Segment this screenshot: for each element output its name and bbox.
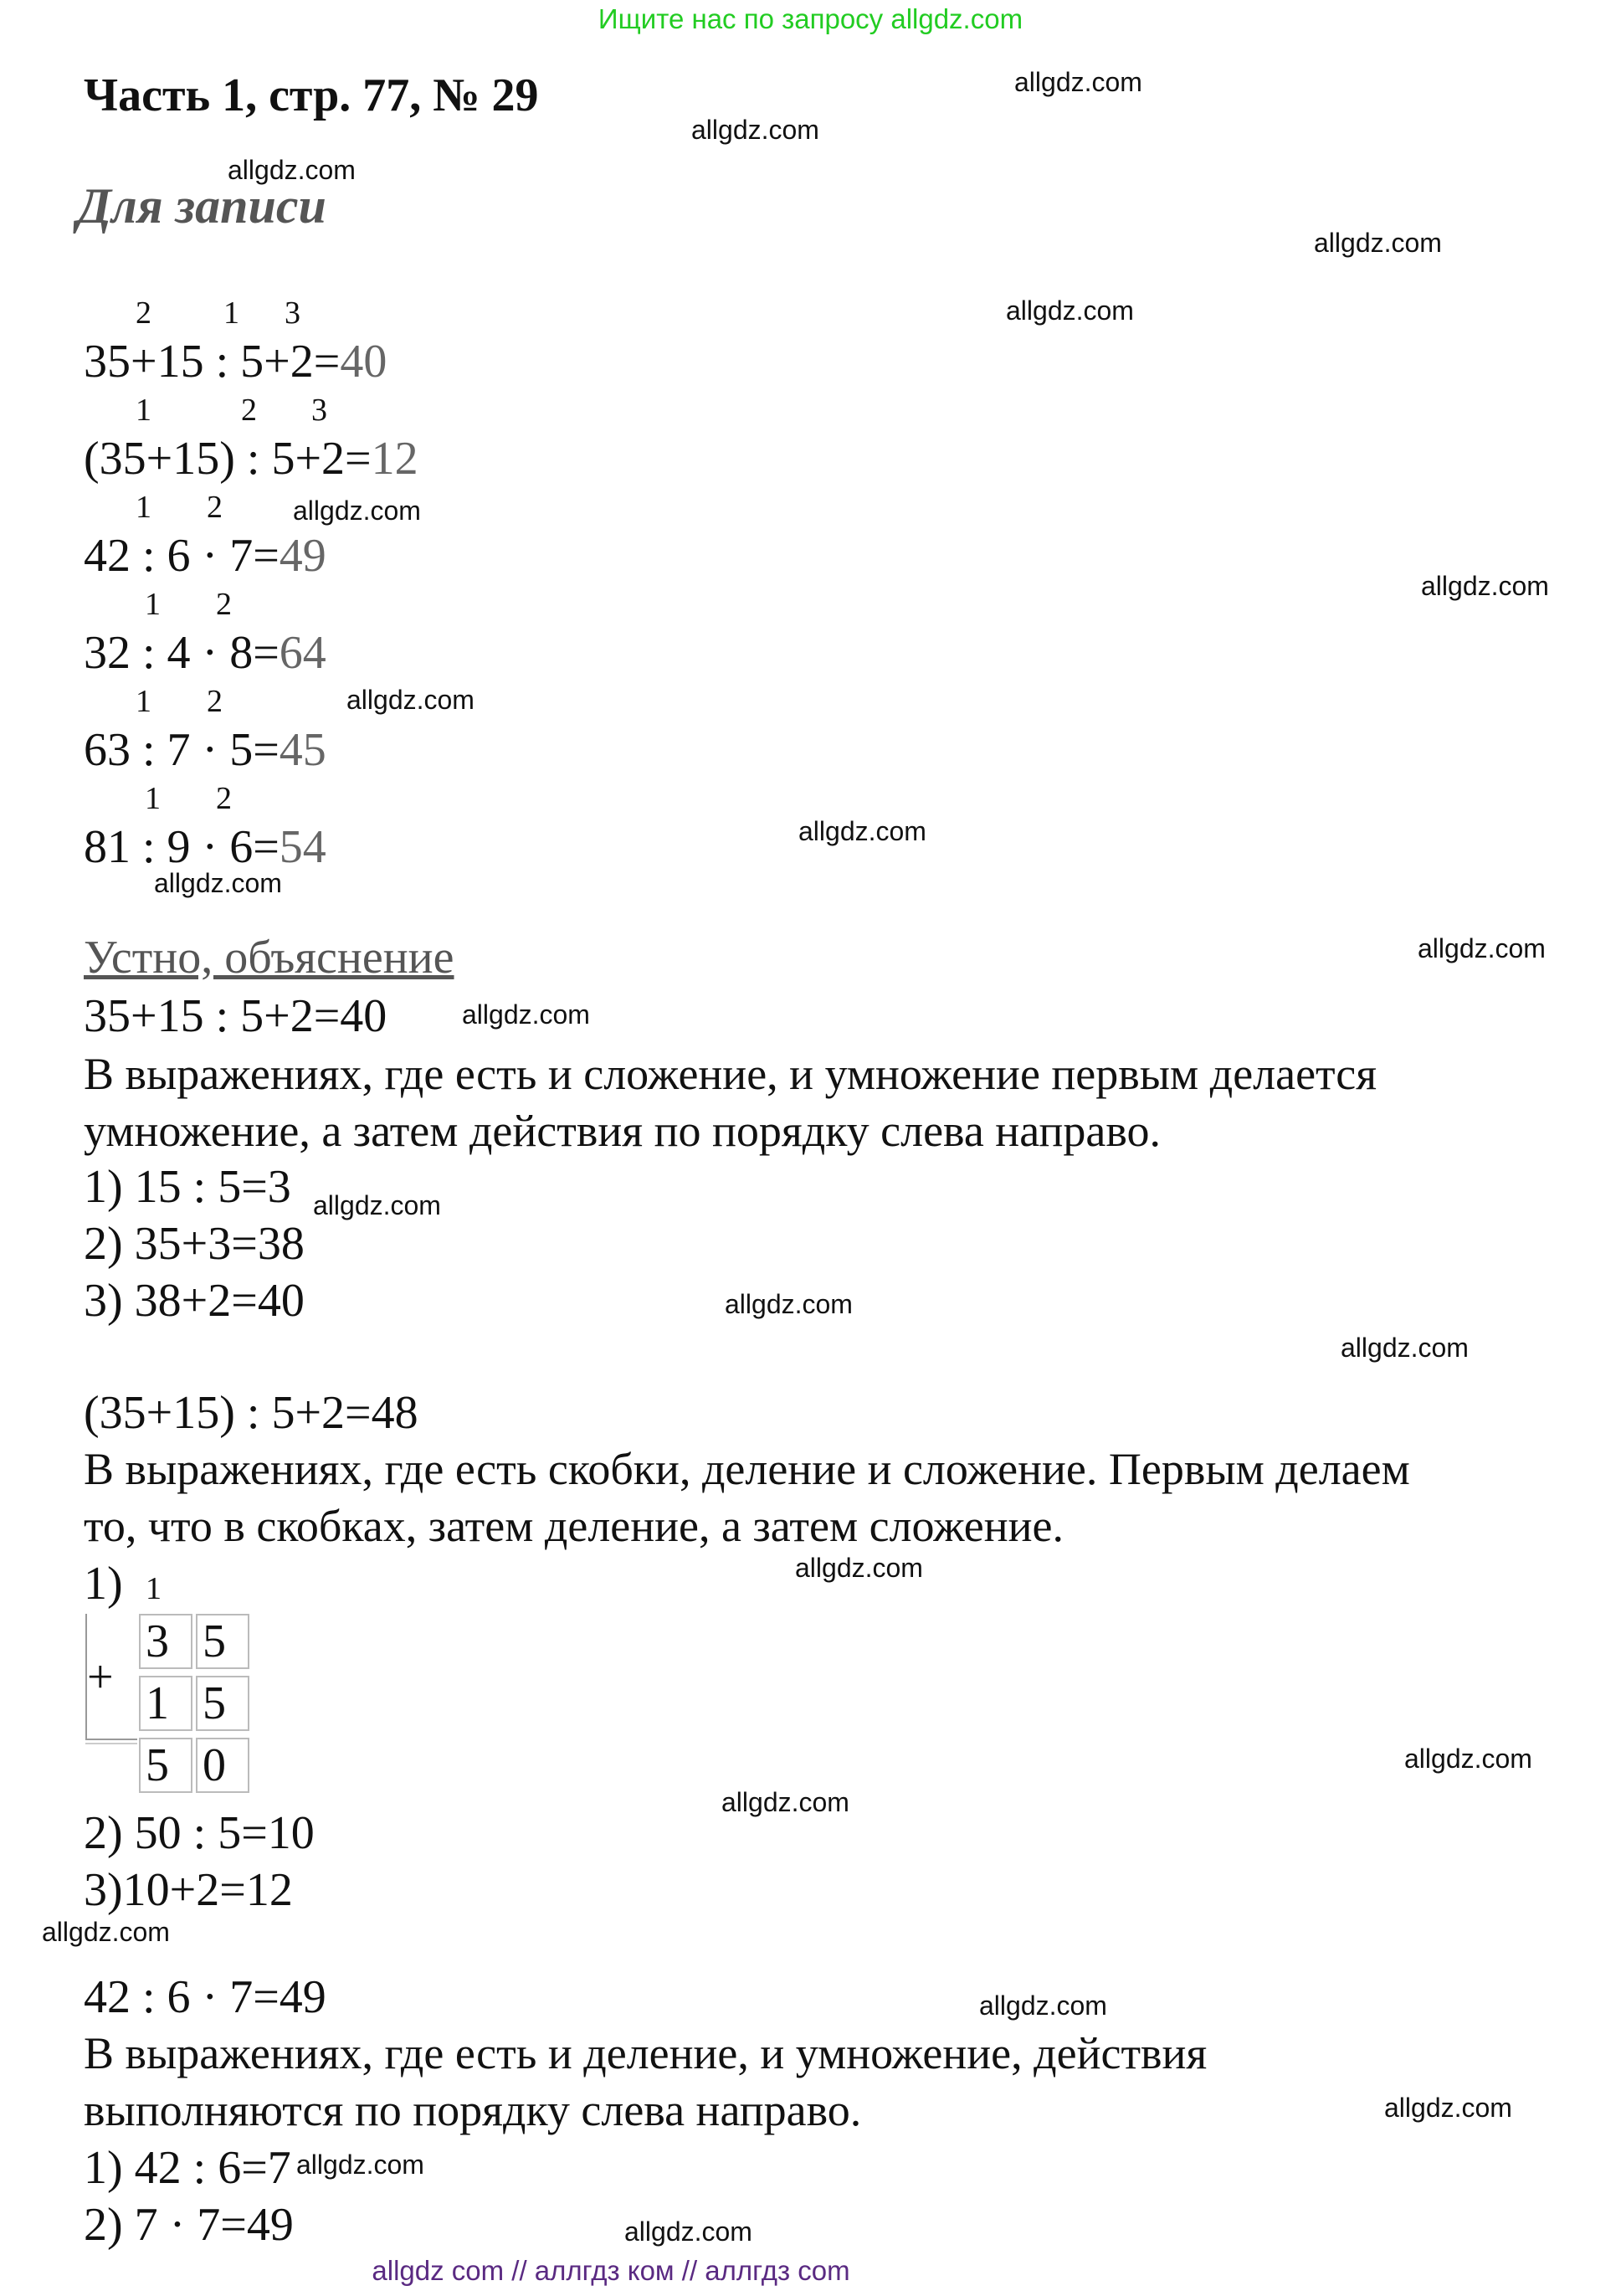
column-digit: 1 bbox=[139, 1676, 192, 1731]
record-expression: 42 : 6 · 7=49 bbox=[84, 530, 326, 582]
record-answer: 45 bbox=[279, 724, 326, 776]
watermark: allgdz.com bbox=[979, 1990, 1107, 2021]
record-answer: 12 bbox=[371, 433, 418, 485]
watermark: allgdz.com bbox=[296, 2150, 424, 2180]
column-sum-line bbox=[85, 1743, 137, 1744]
watermark: allgdz.com bbox=[1006, 295, 1134, 326]
watermark: allgdz.com bbox=[798, 816, 926, 846]
watermark: allgdz.com bbox=[795, 1553, 923, 1583]
block2-step: 2) 50 : 5=10 bbox=[84, 1807, 315, 1859]
section-heading-oral: Устно, объяснение bbox=[84, 932, 454, 984]
watermark: allgdz.com bbox=[1341, 1333, 1469, 1363]
block1-text-line: умножение, а затем действия по порядку слева направо. bbox=[84, 1106, 1161, 1156]
block2-text-line: В выражениях, где есть скобки, деление и сложение. Первым делаем bbox=[84, 1444, 1410, 1494]
order-index: 1 bbox=[136, 393, 151, 428]
watermark: allgdz.com bbox=[228, 155, 356, 185]
watermark: allgdz.com bbox=[1421, 571, 1549, 601]
order-index: 2 bbox=[136, 295, 151, 331]
watermark: allgdz.com bbox=[313, 1190, 441, 1220]
order-index: 2 bbox=[207, 684, 223, 719]
record-answer: 64 bbox=[279, 627, 326, 679]
watermark: allgdz.com bbox=[1314, 228, 1442, 258]
column-digit: 3 bbox=[139, 1614, 192, 1669]
order-index: 3 bbox=[285, 295, 300, 331]
watermark: allgdz.com bbox=[691, 115, 819, 145]
record-answer: 40 bbox=[340, 336, 387, 388]
order-index: 3 bbox=[311, 393, 327, 428]
order-index: 2 bbox=[216, 587, 232, 622]
record-expression: 32 : 4 · 8=64 bbox=[84, 627, 326, 679]
watermark: allgdz.com bbox=[1404, 1744, 1532, 1774]
column-digit: 0 bbox=[196, 1738, 249, 1793]
section-heading-record: Для записи bbox=[77, 178, 326, 234]
order-index: 1 bbox=[223, 295, 239, 331]
watermark: allgdz.com bbox=[154, 868, 282, 898]
column-digit: 5 bbox=[196, 1614, 249, 1669]
page-title: Часть 1, стр. 77, № 29 bbox=[84, 69, 539, 121]
column-digit: 5 bbox=[139, 1738, 192, 1793]
column-sum-line bbox=[85, 1739, 137, 1740]
watermark: allgdz.com bbox=[725, 1289, 853, 1319]
block3-expression: 42 : 6 · 7=49 bbox=[84, 1971, 326, 2023]
watermark: allgdz.com bbox=[1418, 933, 1546, 963]
watermark: allgdz.com bbox=[721, 1787, 849, 1817]
block1-text-line: В выражениях, где есть и сложение, и умножение первым делается bbox=[84, 1049, 1377, 1099]
block3-step: 1) 42 : 6=7 bbox=[84, 2142, 291, 2194]
block3-text-line: В выражениях, где есть и деление, и умножение, действия bbox=[84, 2028, 1208, 2078]
footer-links[interactable]: allgdz com // аллгдз ком // аллгдз com bbox=[372, 2255, 850, 2286]
record-expression: 35+15 : 5+2=40 bbox=[84, 336, 387, 388]
block2-step-label: 1) bbox=[84, 1558, 123, 1610]
watermark: allgdz.com bbox=[462, 999, 590, 1030]
column-digit: 5 bbox=[196, 1676, 249, 1731]
block2-text-line: то, что в скобках, затем деление, а затем сложение. bbox=[84, 1501, 1064, 1551]
block3-step: 2) 7 · 7=49 bbox=[84, 2199, 294, 2251]
order-index: 1 bbox=[136, 490, 151, 525]
order-index: 2 bbox=[216, 781, 232, 816]
order-index: 2 bbox=[207, 490, 223, 525]
block1-step: 3) 38+2=40 bbox=[84, 1275, 305, 1327]
plus-sign: + bbox=[87, 1651, 114, 1703]
order-index: 1 bbox=[145, 781, 161, 816]
watermark: allgdz.com bbox=[624, 2216, 752, 2247]
block3-text-line: выполняются по порядку слева направо. bbox=[84, 2085, 862, 2135]
block1-expression: 35+15 : 5+2=40 bbox=[84, 990, 387, 1042]
watermark: allgdz.com bbox=[346, 685, 475, 715]
order-index: 2 bbox=[241, 393, 257, 428]
order-index: 1 bbox=[145, 587, 161, 622]
block1-step: 2) 35+3=38 bbox=[84, 1218, 305, 1270]
watermark: allgdz.com bbox=[1384, 2093, 1512, 2123]
watermark: allgdz.com bbox=[42, 1917, 170, 1947]
record-expression: (35+15) : 5+2=12 bbox=[84, 433, 418, 485]
block2-expression: (35+15) : 5+2=48 bbox=[84, 1387, 418, 1439]
record-expression: 63 : 7 · 5=45 bbox=[84, 724, 326, 776]
watermark: allgdz.com bbox=[1014, 67, 1142, 97]
order-index: 1 bbox=[136, 684, 151, 719]
watermark: allgdz.com bbox=[293, 496, 421, 526]
block2-step: 3)10+2=12 bbox=[84, 1864, 293, 1916]
record-answer: 49 bbox=[279, 530, 326, 582]
top-banner[interactable]: Ищите нас по запросу allgdz.com bbox=[598, 3, 1023, 34]
record-answer: 54 bbox=[279, 821, 326, 873]
block1-step: 1) 15 : 5=3 bbox=[84, 1161, 291, 1213]
carry-digit: 1 bbox=[146, 1571, 162, 1606]
record-expression: 81 : 9 · 6=54 bbox=[84, 821, 326, 873]
